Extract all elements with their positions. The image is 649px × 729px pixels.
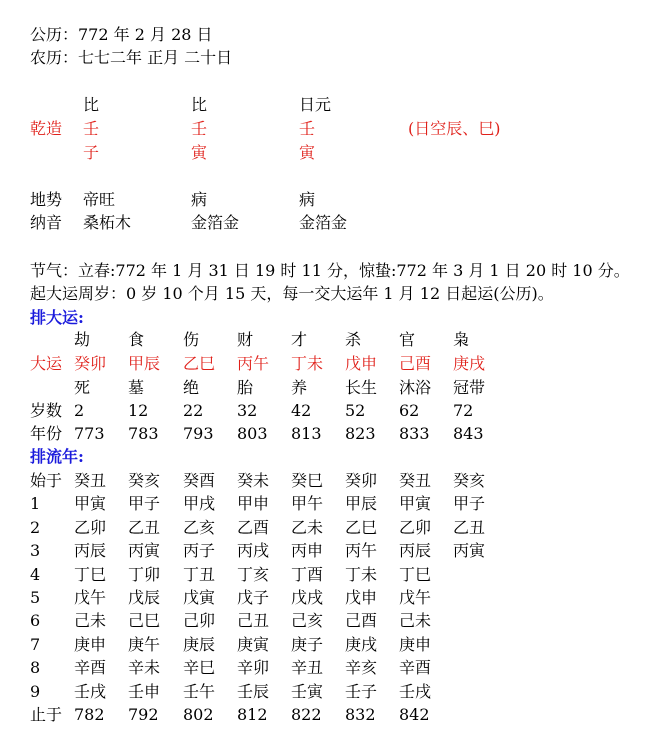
dishi-month: 病 xyxy=(191,190,208,209)
liunian-cell: 丁丑 xyxy=(183,564,216,584)
dayun-state: 墓 xyxy=(128,378,145,397)
liunian-row-label: 8 xyxy=(30,658,41,678)
liunian-cell: 癸丑 xyxy=(399,471,432,490)
dishi-year: 帝旺 xyxy=(83,190,116,209)
liunian-cell: 壬戌 xyxy=(399,681,432,701)
liunian-row-label: 2 xyxy=(30,517,41,537)
liunian-row-label: 9 xyxy=(30,681,41,701)
liunian-cell: 癸亥 xyxy=(453,471,486,490)
branch-month: 寅 xyxy=(191,143,208,162)
dayun-year: 773 xyxy=(74,424,105,443)
dishi-label: 地势 xyxy=(30,190,63,209)
branch-day: 寅 xyxy=(299,143,316,162)
dishi-day: 病 xyxy=(299,190,316,209)
liunian-cell: 己未 xyxy=(74,611,107,631)
dayun-pillar: 丁未 xyxy=(291,354,324,373)
liunian-cell: 辛亥 xyxy=(345,658,378,678)
dayun-age: 62 xyxy=(399,401,420,420)
dayun-age: 72 xyxy=(453,401,474,420)
liunian-cell: 乙未 xyxy=(291,517,324,537)
liunian-cell: 戊午 xyxy=(74,588,107,607)
dayun-age: 2 xyxy=(74,401,85,420)
liunian-cell: 792 xyxy=(128,705,159,724)
tengod-year: 比 xyxy=(83,95,100,114)
dayun-age: 22 xyxy=(183,401,204,420)
liunian-cell: 丙寅 xyxy=(128,541,161,561)
liunian-cell: 辛酉 xyxy=(399,658,432,678)
dayun-pillar: 甲辰 xyxy=(128,354,161,373)
liunian-cell: 甲寅 xyxy=(74,494,107,514)
liunian-cell: 壬子 xyxy=(345,681,378,701)
dayun-age: 52 xyxy=(345,401,366,420)
dayun-pillar: 庚戌 xyxy=(453,354,486,373)
liunian-cell: 辛丑 xyxy=(291,658,324,678)
dayun-year: 833 xyxy=(399,424,430,443)
dayun-pillar: 乙巳 xyxy=(183,354,216,373)
liunian-row-label: 1 xyxy=(30,494,41,514)
stem-month: 壬 xyxy=(191,119,208,138)
dayun-state: 绝 xyxy=(183,378,200,397)
liunian-cell: 癸未 xyxy=(237,471,270,490)
liunian-cell: 丙子 xyxy=(183,541,216,561)
liunian-cell: 庚戌 xyxy=(345,634,378,654)
year-label: 年份 xyxy=(30,424,63,443)
dayun-state: 沐浴 xyxy=(399,378,432,397)
liunian-cell: 辛酉 xyxy=(74,658,107,678)
liunian-cell: 辛巳 xyxy=(183,658,216,678)
dayun-year: 823 xyxy=(345,424,376,443)
liunian-cell: 庚午 xyxy=(128,634,161,654)
nayin-year: 桑柘木 xyxy=(83,213,132,232)
liunian-cell: 庚申 xyxy=(399,634,432,654)
liunian-cell: 782 xyxy=(74,705,105,724)
dayun-state: 胎 xyxy=(237,378,254,397)
liunian-row-label: 3 xyxy=(30,541,41,561)
qiyun-line: 起大运周岁：0 岁 10 个月 15 天，每一交大运年 1 月 12 日起运(公历)。 xyxy=(30,284,554,303)
dayun-state: 养 xyxy=(291,378,308,397)
dayun-year: 783 xyxy=(128,424,159,443)
liunian-cell: 己酉 xyxy=(345,611,378,631)
liunian-row-label: 5 xyxy=(30,588,41,607)
liunian-cell: 癸亥 xyxy=(128,471,161,490)
liunian-cell: 丁酉 xyxy=(291,564,324,584)
liunian-cell: 丙午 xyxy=(345,541,378,561)
lunar-date: 农历：七七二年 正月 二十日 xyxy=(30,48,233,67)
liunian-cell: 己卯 xyxy=(183,611,216,631)
dayun-age: 42 xyxy=(291,401,312,420)
liunian-cell: 乙亥 xyxy=(183,517,216,537)
liunian-cell: 壬寅 xyxy=(291,681,324,701)
dayun-god: 杀 xyxy=(345,330,362,349)
liunian-cell: 812 xyxy=(237,705,268,724)
liunian-cell: 癸酉 xyxy=(183,471,216,490)
liunian-cell: 辛未 xyxy=(128,658,161,678)
liunian-cell: 丙辰 xyxy=(74,541,107,561)
nayin-month: 金箔金 xyxy=(191,213,240,232)
liunian-cell: 822 xyxy=(291,705,322,724)
kongwang-note: (日空辰、巳) xyxy=(408,119,501,138)
dayun-god: 劫 xyxy=(74,330,91,349)
dayun-title: 排大运: xyxy=(30,308,84,327)
liunian-cell: 己巳 xyxy=(128,611,161,631)
liunian-cell: 己亥 xyxy=(291,611,324,631)
liunian-cell: 甲子 xyxy=(453,494,486,514)
liunian-cell: 甲戌 xyxy=(183,494,216,514)
dayun-god: 伤 xyxy=(183,330,200,349)
dayun-god: 财 xyxy=(237,330,254,349)
liunian-cell: 癸巳 xyxy=(291,471,324,490)
liunian-cell: 己丑 xyxy=(237,611,270,631)
liunian-cell: 壬午 xyxy=(183,681,216,701)
liunian-row-label: 止于 xyxy=(30,705,63,724)
liunian-cell: 丙寅 xyxy=(453,541,486,561)
liunian-cell: 丁卯 xyxy=(128,564,161,584)
dayun-year: 803 xyxy=(237,424,268,443)
dayun-pillar: 癸卯 xyxy=(74,354,107,373)
liunian-cell: 832 xyxy=(345,705,376,724)
liunian-cell: 辛卯 xyxy=(237,658,270,678)
liunian-cell: 842 xyxy=(399,705,430,724)
liunian-cell: 庚申 xyxy=(74,634,107,654)
liunian-cell: 丙辰 xyxy=(399,541,432,561)
dayun-state: 冠带 xyxy=(453,378,486,397)
liunian-cell: 802 xyxy=(183,705,214,724)
liunian-cell: 壬戌 xyxy=(74,681,107,701)
tengod-month: 比 xyxy=(191,95,208,114)
liunian-cell: 戊午 xyxy=(399,588,432,607)
liunian-row-label: 7 xyxy=(30,634,41,654)
liunian-cell: 壬申 xyxy=(128,681,161,701)
dayun-year: 793 xyxy=(183,424,214,443)
liunian-cell: 甲申 xyxy=(237,494,270,514)
liunian-cell: 乙丑 xyxy=(453,517,486,537)
liunian-cell: 庚辰 xyxy=(183,634,216,654)
branch-year: 子 xyxy=(83,143,100,162)
liunian-cell: 乙卯 xyxy=(74,517,107,537)
liunian-cell: 丙申 xyxy=(291,541,324,561)
dayun-god: 食 xyxy=(128,330,145,349)
dayun-state: 长生 xyxy=(345,378,378,397)
liunian-cell: 庚寅 xyxy=(237,634,270,654)
liunian-cell: 乙卯 xyxy=(399,517,432,537)
liunian-cell: 戊子 xyxy=(237,588,270,607)
gregorian-date: 公历：772 年 2 月 28 日 xyxy=(30,25,213,44)
liunian-row-label: 6 xyxy=(30,611,41,631)
dayun-year: 843 xyxy=(453,424,484,443)
liunian-cell: 癸丑 xyxy=(74,471,107,490)
liunian-cell: 甲午 xyxy=(291,494,324,514)
dayun-god: 官 xyxy=(399,330,416,349)
liunian-cell: 甲子 xyxy=(128,494,161,514)
stem-year: 壬 xyxy=(83,119,100,138)
liunian-title: 排流年: xyxy=(30,447,84,466)
liunian-cell: 甲辰 xyxy=(345,494,378,514)
age-label: 岁数 xyxy=(30,401,63,420)
liunian-cell: 壬辰 xyxy=(237,681,270,701)
liunian-cell: 癸卯 xyxy=(345,471,378,490)
dayun-label: 大运 xyxy=(30,354,63,373)
liunian-cell: 丁亥 xyxy=(237,564,270,584)
dayun-age: 32 xyxy=(237,401,258,420)
liunian-cell: 己未 xyxy=(399,611,432,631)
dayun-age: 12 xyxy=(128,401,149,420)
nayin-label: 纳音 xyxy=(30,213,63,232)
dayun-year: 813 xyxy=(291,424,322,443)
liunian-cell: 乙巳 xyxy=(345,517,378,537)
nayin-day: 金箔金 xyxy=(299,213,348,232)
liunian-cell: 戊寅 xyxy=(183,588,216,607)
jieqi-line: 节气：立春:772 年 1 月 31 日 19 时 11 分，惊蛰:772 年 3 月 1 日 20 时 10 分。 xyxy=(30,261,630,280)
liunian-cell: 丙戌 xyxy=(237,541,270,561)
dayun-pillar: 丙午 xyxy=(237,354,270,373)
dayun-god: 枭 xyxy=(453,330,470,349)
chart-label: 乾造 xyxy=(30,119,63,138)
liunian-cell: 丁巳 xyxy=(399,564,432,584)
tengod-day: 日元 xyxy=(299,95,332,114)
liunian-cell: 戊戌 xyxy=(291,588,324,607)
liunian-cell: 乙丑 xyxy=(128,517,161,537)
liunian-cell: 庚子 xyxy=(291,634,324,654)
stem-day: 壬 xyxy=(299,119,316,138)
dayun-god: 才 xyxy=(291,330,308,349)
liunian-cell: 乙酉 xyxy=(237,517,270,537)
liunian-cell: 戊辰 xyxy=(128,588,161,607)
dayun-pillar: 戊申 xyxy=(345,354,378,373)
liunian-row-label: 4 xyxy=(30,564,41,584)
liunian-cell: 丁未 xyxy=(345,564,378,584)
liunian-cell: 戊申 xyxy=(345,588,378,607)
dayun-pillar: 己酉 xyxy=(399,354,432,373)
liunian-row-label: 始于 xyxy=(30,471,63,490)
liunian-cell: 丁巳 xyxy=(74,564,107,584)
dayun-state: 死 xyxy=(74,378,91,397)
liunian-cell: 甲寅 xyxy=(399,494,432,514)
